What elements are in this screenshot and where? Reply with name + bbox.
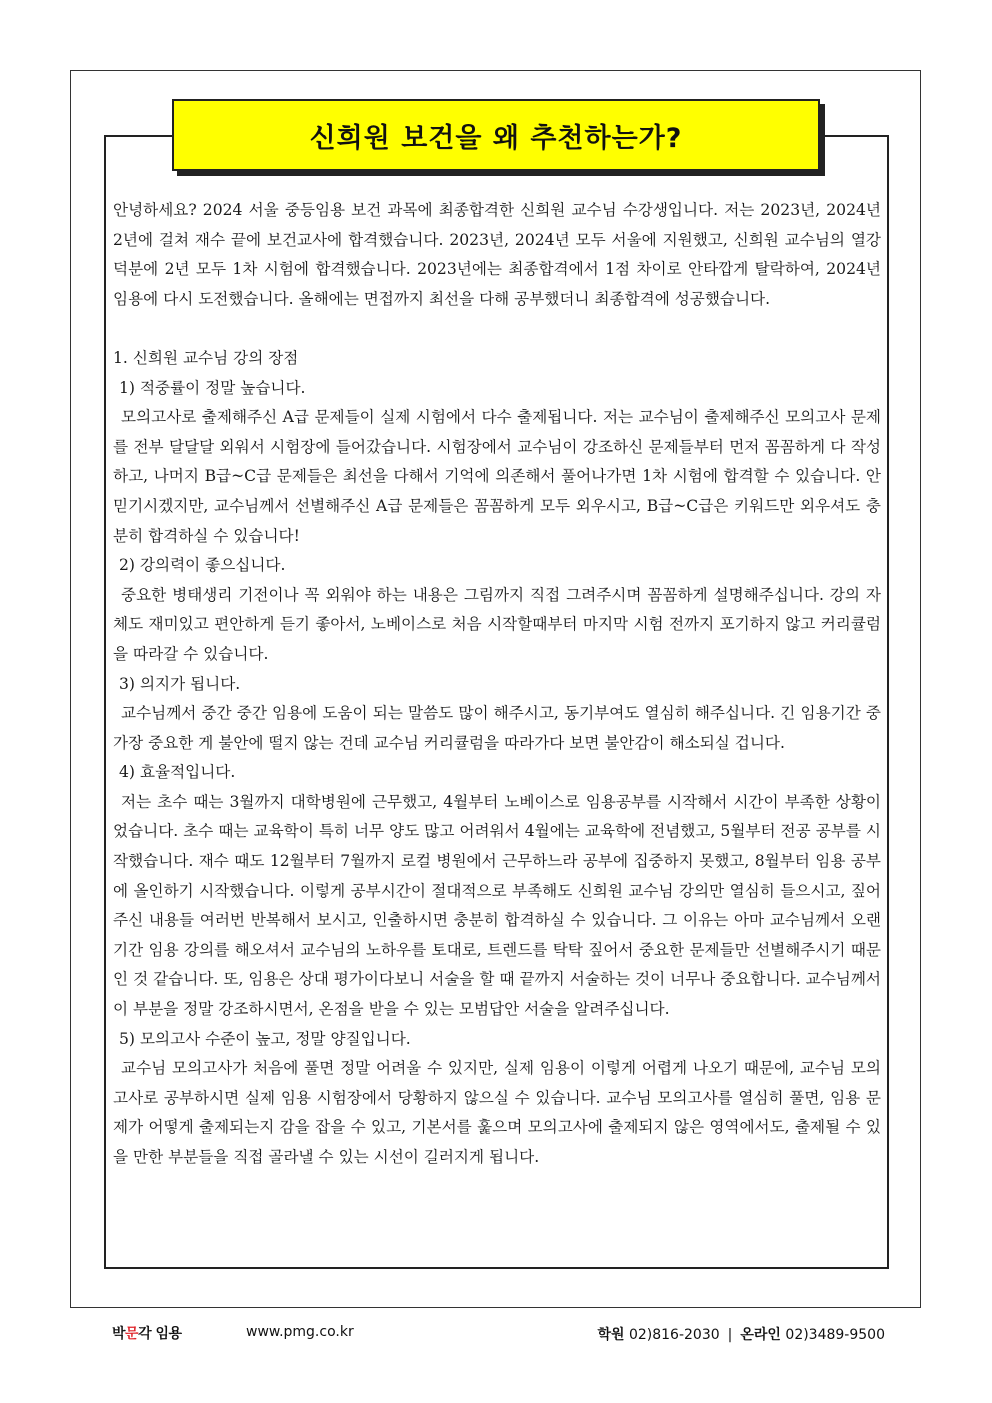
online-phone: 02)3489-9500 xyxy=(785,1327,885,1343)
article-body xyxy=(113,196,881,1173)
point-1-text: 모의고사로 출제해주신 A급 문제들이 실제 시험에서 다수 출제됩니다. 저는 교수님이 출제해주신 모의고사 문제를 전부 달달달 외워서 시험장에 들어갔습니다. 시험장에서 교수님이 강조하신 문제들부터 먼저 꼼꼼하게 다 작성하고, 나머지 B급~C급 문제들은 최선을 다해서 기억에 의존해서 풀어나가면 1차 시험에 합격할 수 있습니다. 안 믿기시겠지만, 교수님께서 선별해주신 A급 문제들은 꼼꼼하게 모두 외우시고, B급~C급은 키워드만 외우셔도 충분히 합격하실 수 있습니다! xyxy=(113,408,881,545)
point-5-heading: 5) 모의고사 수준이 높고, 정말 양질입니다. xyxy=(119,1029,411,1048)
point-1-heading: 1) 적중률이 정말 높습니다. xyxy=(119,378,306,397)
title-banner xyxy=(172,99,820,171)
academy-label: 학원 xyxy=(597,1327,625,1343)
point-2-text: 중요한 병태생리 기전이나 꼭 외워야 하는 내용은 그림까지 직접 그려주시며 꼼꼼하게 설명해주십니다. 강의 자체도 재미있고 편안하게 듣기 좋아서, 노베이스로 처음 시작할때부터 마지막 시험 전까지 포기하지 않고 커리큘럼을 따라갈 수 있습니다. xyxy=(113,585,881,663)
academy-phone: 02)816-2030 xyxy=(628,1327,720,1343)
intro-paragraph: 안녕하세요? 2024 서울 중등임용 보건 과목에 최종합격한 신희원 교수님 수강생입니다. 저는 2023년, 2024년 2년에 걸쳐 재수 끝에 보건교사에 합격했습니다. 2023년, 2024년 모두 서울에 지원했고, 신희원 교수님의 열강 덕분에 2년 모두 1차 시험에 합격했습니다. 2023년에는 최종합격에서 1점 차이로 안타깝게 탈락하여, 2024년 임용에 다시 도전했습니다. 올해에는 면접까지 최선을 다해 공부했더니 최종합격에 성공했습니다. xyxy=(113,201,881,308)
point-3-text: 교수님께서 중간 중간 임용에 도움이 되는 말씀도 많이 해주시고, 동기부여도 열심히 해주십니다. 긴 임용기간 중 가장 중요한 게 불안에 떨지 않는 건데 교수님 커리큘럼을 따라가다 보면 불안감이 해소되실 겁니다. xyxy=(113,704,881,752)
logo-suffix: 임용 xyxy=(151,1326,182,1342)
contact-separator: | xyxy=(727,1327,733,1343)
online-label: 온라인 xyxy=(740,1327,781,1343)
footer xyxy=(0,1322,992,1346)
point-4-heading: 4) 효율적입니다. xyxy=(119,763,236,782)
section-heading: 1. 신희원 교수님 강의 장점 xyxy=(113,348,299,367)
point-4-text: 저는 초수 때는 3월까지 대학병원에 근무했고, 4월부터 노베이스로 임용공부를 시작해서 시간이 부족한 상황이었습니다. 초수 때는 교육학이 특히 너무 양도 많고 어려워서 4월에는 교육학에 전념했고, 5월부터 전공 공부를 시작했습니다. 재수 때도 12월부터 7월까지 로컬 병원에서 근무하느라 공부에 집중하지 못했고, 8월부터 임용 공부에 올인하기 시작했습니다. 이렇게 공부시간이 절대적으로 부족해도 신희원 교수님 강의만 열심히 들으시고, 짚어주신 내용들 여러번 반복해서 보시고, 인출하시면 충분히 합격하실 수 있습니다. 그 이유는 아마 교수님께서 오랜 기간 임용 강의를 해오셔서 교수님의 노하우를 토대로, 트렌드를 탁탁 짚어서 중요한 문제들만 선별해주시기 때문인 것 같습니다. 또, 임용은 상대 평가이다보니 서술을 할 때 끝까지 서술하는 것이 너무나 중요합니다. 교수님께서 이 부분을 정말 강조하시면서, 온점을 받을 수 있는 모범답안 서술을 알려주십니다. xyxy=(113,792,881,1019)
contact-info xyxy=(597,1324,885,1344)
point-2-heading: 2) 강의력이 좋으십니다. xyxy=(119,556,286,575)
page-title: 신희원 보건을 왜 추천하는가? xyxy=(309,122,683,154)
website-link[interactable]: www.pmg.co.kr xyxy=(246,1324,354,1340)
point-3-heading: 3) 의지가 됩니다. xyxy=(119,674,241,693)
logo-char-1: 박 xyxy=(112,1326,126,1342)
publisher-logo xyxy=(112,1323,182,1343)
logo-char-3: 각 xyxy=(138,1326,152,1342)
logo-char-2: 문 xyxy=(125,1326,139,1342)
point-5-text: 교수님 모의고사가 처음에 풀면 정말 어려울 수 있지만, 실제 임용이 이렇게 어렵게 나오기 때문에, 교수님 모의고사로 공부하시면 실제 임용 시험장에서 당황하지 않으실 수 있습니다. 교수님 모의고사를 열심히 풀면, 임용 문제가 어떻게 출제되는지 감을 잡을 수 있고, 기본서를 훑으며 모의고사에 출제되지 않은 영역에서도, 출제될 수 있을 만한 부분들을 직접 골라낼 수 있는 시선이 길러지게 됩니다. xyxy=(113,1059,881,1166)
